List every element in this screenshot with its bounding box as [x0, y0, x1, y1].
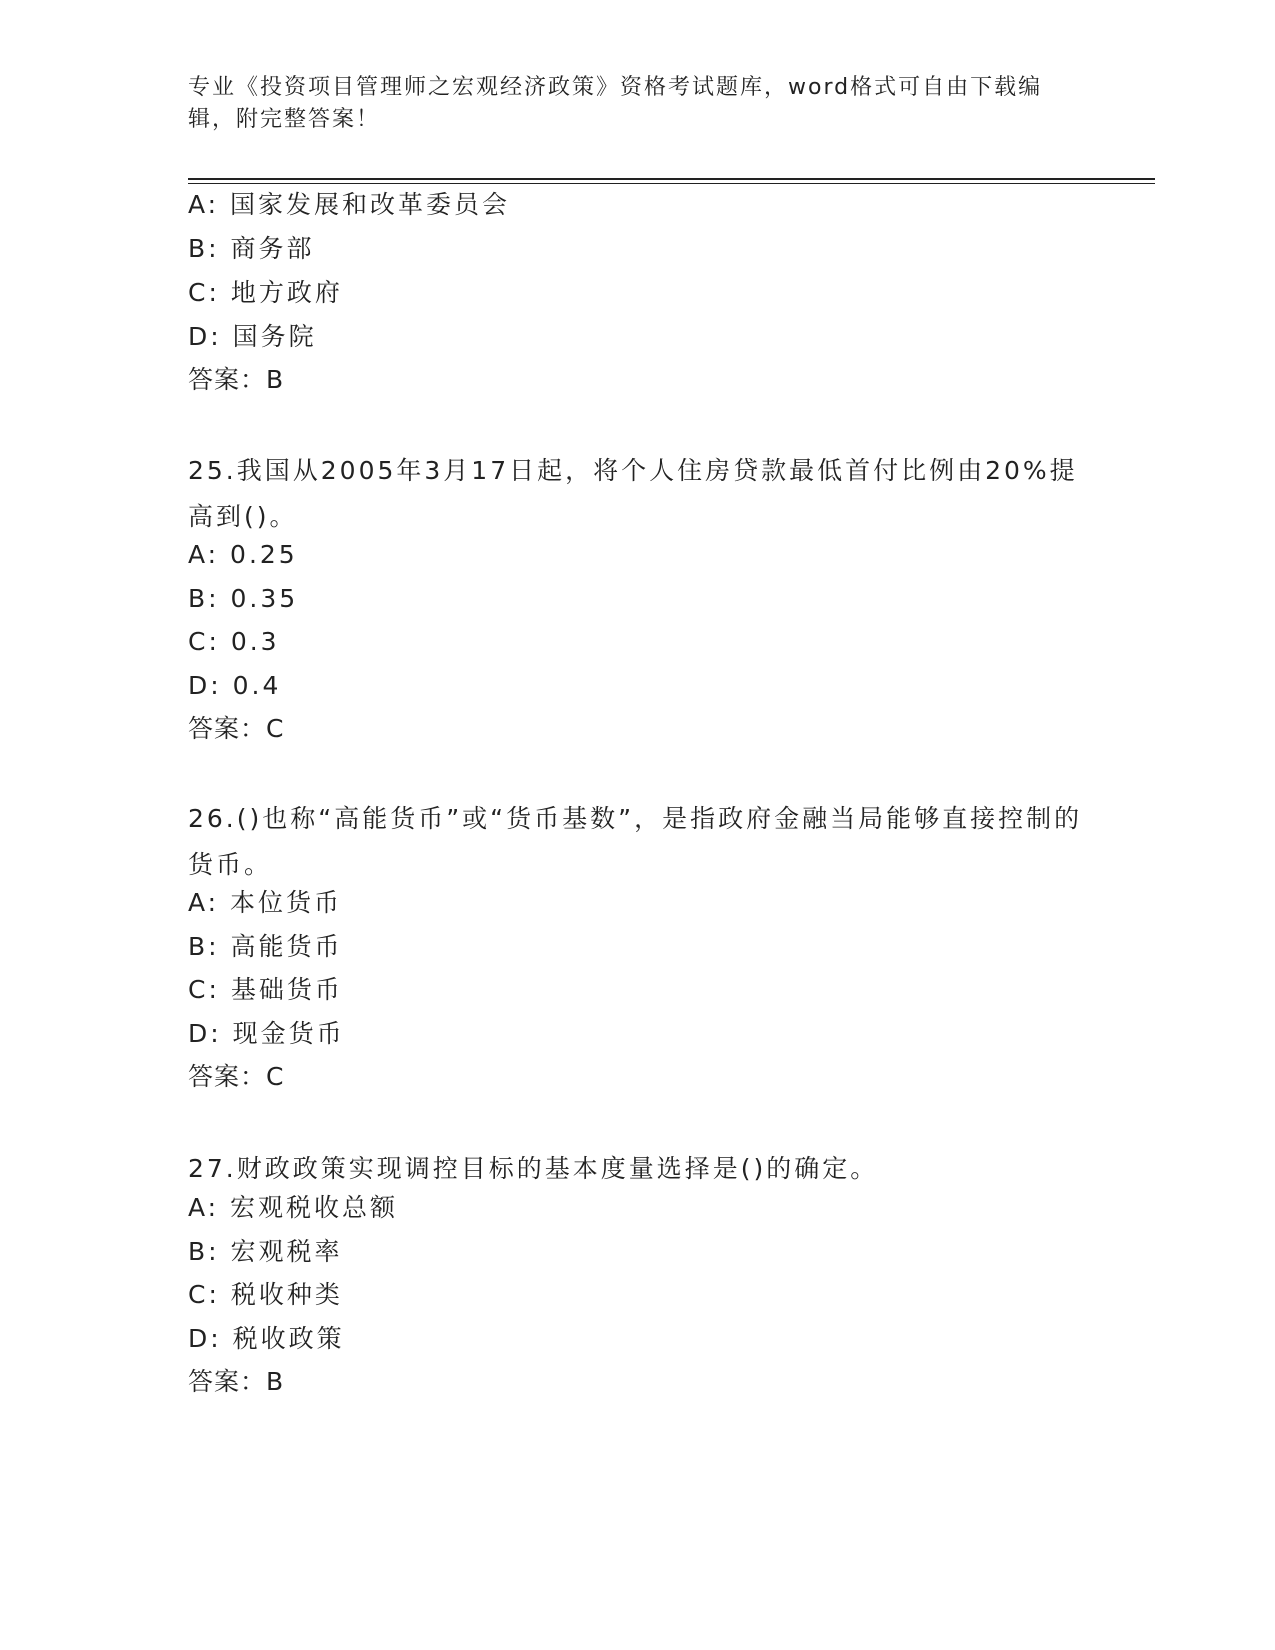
header-divider-thick	[188, 178, 1155, 180]
q25-option-b: B: 0.35	[188, 584, 299, 613]
q25-answer: 答案：C	[188, 714, 285, 743]
q27-answer: 答案：B	[188, 1367, 285, 1396]
q24-answer: 答案：B	[188, 365, 285, 394]
q27-option-d: D: 税收政策	[188, 1324, 345, 1353]
q25-option-a: A: 0.25	[188, 540, 298, 569]
q27-option-a: A: 宏观税收总额	[188, 1193, 399, 1222]
q24-option-c: C: 地方政府	[188, 278, 343, 307]
header-divider-thin	[188, 183, 1155, 184]
q24-option-d: D: 国务院	[188, 322, 317, 351]
q26-answer: 答案：C	[188, 1062, 285, 1091]
page-header: 专业《投资项目管理师之宏观经济政策》资格考试题库，word格式可自由下载编辑，附完整答案！	[188, 75, 1043, 132]
q24-option-b: B: 商务部	[188, 234, 315, 263]
q25-option-c: C: 0.3	[188, 627, 280, 656]
q27-option-c: C: 税收种类	[188, 1280, 343, 1309]
q27-option-b: B: 宏观税率	[188, 1237, 343, 1266]
q25-option-d: D: 0.4	[188, 671, 282, 700]
q24-option-a: A: 国家发展和改革委员会	[188, 190, 511, 219]
q26-option-b: B: 高能货币	[188, 932, 343, 961]
q26-question: 26.()也称“高能货币”或“货币基数”，是指政府金融当局能够直接控制的货币。	[188, 804, 1083, 879]
q26-option-a: A: 本位货币	[188, 888, 343, 917]
q26-option-c: C: 基础货币	[188, 975, 343, 1004]
q26-option-d: D: 现金货币	[188, 1019, 345, 1048]
q27-question: 27.财政政策实现调控目标的基本度量选择是()的确定。	[188, 1154, 879, 1183]
q25-question: 25.我国从2005年3月17日起，将个人住房贷款最低首付比例由20%提高到()。	[188, 456, 1078, 531]
